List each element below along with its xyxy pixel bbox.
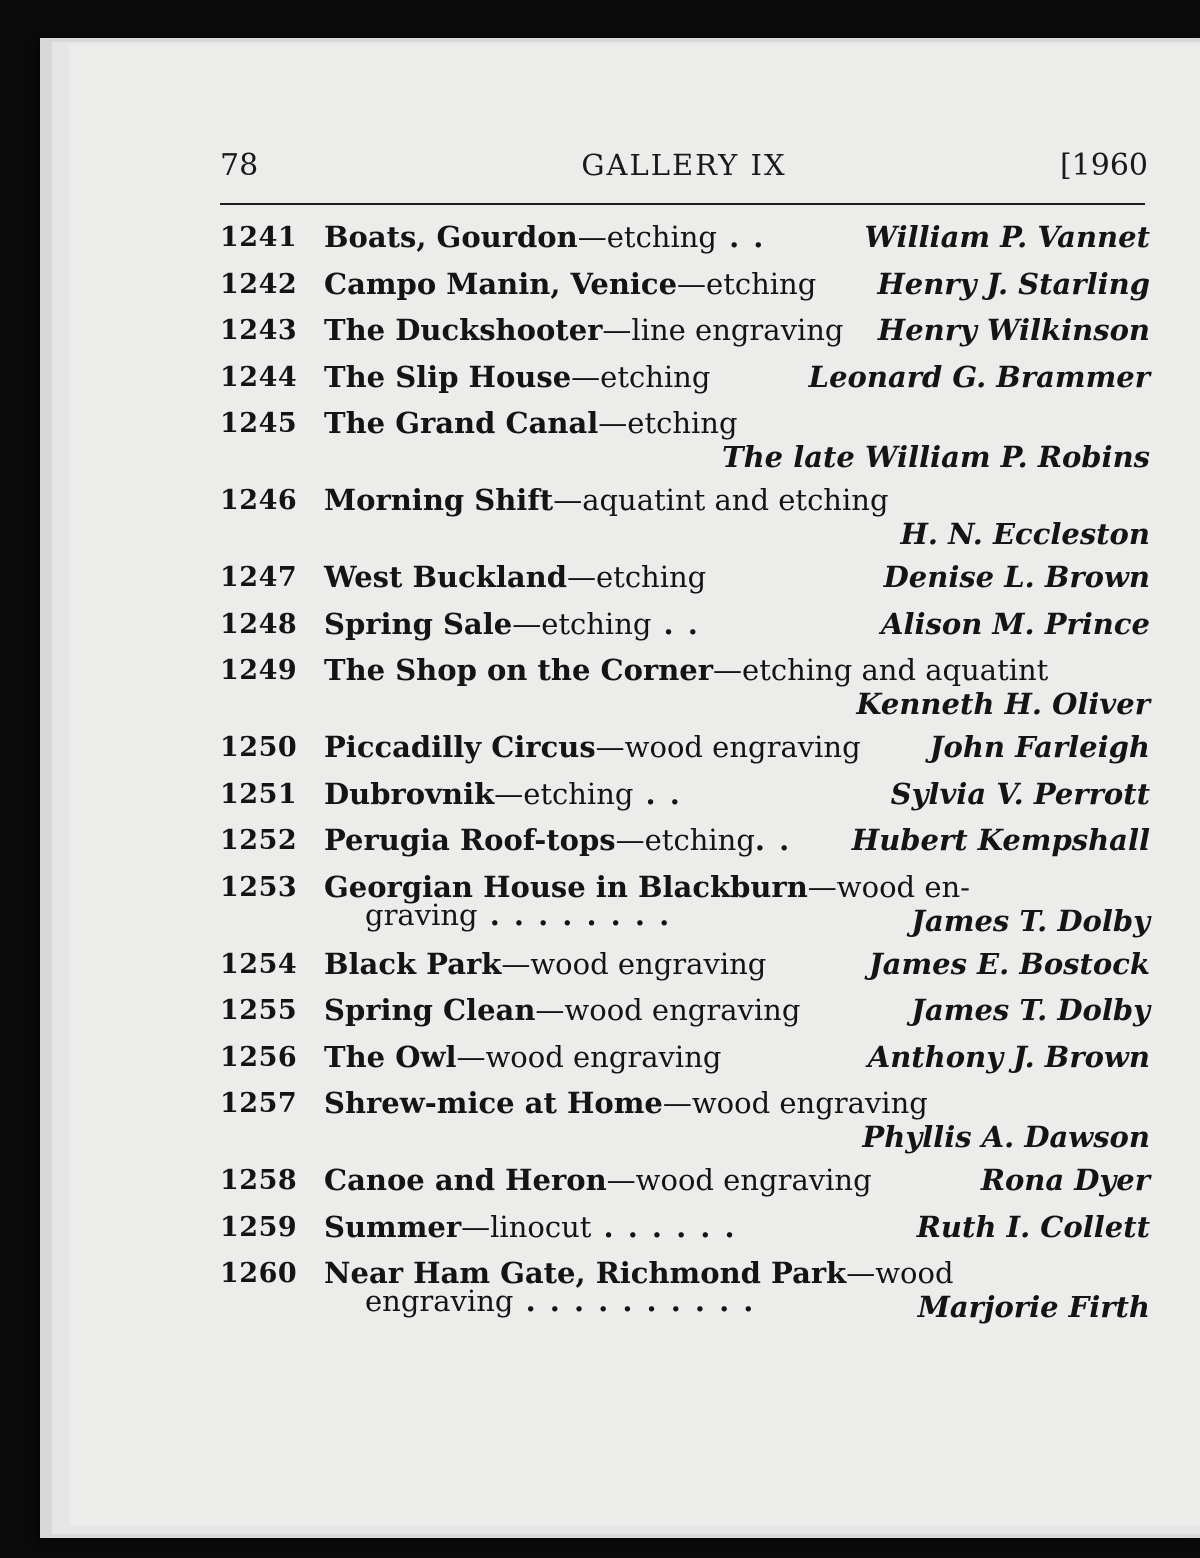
artist-name: Anthony J. Brown — [867, 1039, 1150, 1074]
work-medium: aquatint and etching — [582, 483, 889, 517]
catalogue-entry — [220, 477, 1150, 554]
work-title: Boats, Gourdon—etching . . — [324, 220, 766, 254]
work-title: Perugia Roof-tops—etching. . — [324, 823, 792, 857]
catalogue-number: 1254 — [220, 948, 298, 980]
artist-name: Ruth I. Collett — [916, 1209, 1150, 1244]
work-medium: wood engraving — [485, 1039, 722, 1074]
work-name: Canoe and Heron — [324, 1163, 607, 1197]
work-name: Dubrovnik — [324, 776, 495, 811]
catalogue-entry — [220, 1157, 1150, 1204]
artist-name: James T. Dolby — [911, 903, 1150, 938]
header-rule — [220, 203, 1145, 205]
leader-dots: . . . . . . . . — [477, 897, 672, 932]
catalogue-number: 1252 — [220, 825, 298, 856]
catalogue-entry — [220, 1250, 1150, 1327]
catalogue-entry — [220, 817, 1150, 864]
work-medium: wood engraving — [530, 946, 767, 981]
work-medium: etching — [644, 823, 755, 857]
catalogue-entry — [220, 1204, 1150, 1251]
work-title: The Duckshooter—line engraving — [324, 313, 844, 347]
catalogue-number: 1260 — [220, 1258, 298, 1289]
work-name: Near Ham Gate, Richmond Park — [324, 1256, 847, 1290]
work-medium: wood engraving — [564, 993, 801, 1027]
artist-name: The late William P. Robins — [721, 440, 1150, 474]
leader-dots: . . . . . . — [591, 1209, 737, 1244]
page-number: 78 — [220, 148, 259, 183]
work-name: Boats, Gourdon — [324, 220, 578, 254]
work-title: Piccadilly Circus—wood engraving — [324, 730, 861, 764]
work-name: The Owl — [324, 1039, 457, 1074]
catalogue-number: 1255 — [220, 995, 298, 1026]
work-medium: wood engraving — [691, 1086, 928, 1120]
artist-name: Sylvia V. Perrott — [890, 776, 1150, 811]
leader-dots: . . . . . . . . . . — [513, 1284, 756, 1318]
catalogue-entry — [220, 400, 1150, 477]
work-title: Georgian House in Blackburn—wood en- — [324, 869, 970, 904]
artist-name: Henry J. Starling — [877, 266, 1150, 301]
catalogue-number: 1259 — [220, 1211, 298, 1243]
work-medium: etching — [627, 406, 738, 440]
catalogue-number: 1258 — [220, 1165, 298, 1196]
work-name: Piccadilly Circus — [324, 730, 596, 764]
catalogue-entry — [220, 941, 1150, 988]
work-name: The Slip House — [324, 359, 572, 394]
leader-dots: . . — [633, 776, 682, 811]
catalogue-number: 1253 — [220, 871, 298, 903]
work-title: Black Park—wood engraving — [324, 946, 767, 981]
catalogue-number: 1243 — [220, 315, 298, 346]
work-name: West Buckland — [324, 560, 567, 594]
catalogue-number: 1247 — [220, 562, 298, 593]
work-medium: etching — [596, 560, 707, 594]
work-title: Spring Clean—wood engraving — [324, 993, 801, 1027]
work-title: The Slip House—etching — [324, 359, 711, 394]
leader-dots: . . — [717, 220, 766, 254]
work-name: Campo Manin, Venice — [324, 266, 678, 301]
work-name: Shrew-mice at Home — [324, 1086, 663, 1120]
work-medium: wood en- — [836, 869, 970, 904]
artist-name: Hubert Kempshall — [851, 823, 1150, 857]
gallery-title: GALLERY IX — [581, 148, 787, 182]
artist-name: James T. Dolby — [911, 993, 1150, 1027]
catalogue-number: 1256 — [220, 1041, 298, 1073]
catalogue-number: 1249 — [220, 655, 298, 686]
work-medium: etching — [541, 606, 652, 641]
work-name: The Shop on the Corner — [324, 653, 714, 687]
artist-name: Phyllis A. Dawson — [862, 1120, 1150, 1154]
work-name: Perugia Roof-tops — [324, 823, 616, 857]
work-title: West Buckland—etching — [324, 560, 707, 594]
catalogue-entry — [220, 354, 1150, 401]
leader-dots: . . — [651, 606, 700, 641]
artist-name: Leonard G. Brammer — [808, 359, 1150, 394]
catalogue-entry — [220, 601, 1150, 648]
catalogue-number: 1257 — [220, 1088, 298, 1119]
work-title: Dubrovnik—etching . . — [324, 776, 682, 811]
work-title: Canoe and Heron—wood engraving — [324, 1163, 872, 1197]
work-medium: linocut — [490, 1209, 592, 1244]
catalogue-entry — [220, 261, 1150, 308]
running-header — [220, 148, 1148, 188]
work-name: Morning Shift — [324, 483, 554, 517]
work-medium: etching — [706, 266, 817, 301]
work-medium: wood engraving — [624, 730, 861, 764]
catalogue-entry — [220, 554, 1150, 601]
work-name: Summer — [324, 1209, 462, 1244]
work-medium: line engraving — [631, 313, 844, 347]
artist-name: Alison M. Prince — [881, 606, 1150, 641]
work-name: Spring Clean — [324, 993, 536, 1027]
work-medium: etching — [606, 220, 718, 254]
medium-continuation: graving . . . . . . . . — [365, 897, 672, 932]
artist-name: Denise L. Brown — [883, 560, 1150, 594]
catalogue-entry — [220, 647, 1150, 724]
work-title: Campo Manin, Venice—etching — [324, 266, 817, 301]
work-title: Shrew-mice at Home—wood engraving — [324, 1086, 928, 1120]
work-name: Spring Sale — [324, 606, 513, 641]
artist-name: Rona Dyer — [980, 1163, 1150, 1197]
work-medium: etching and aquatint — [742, 653, 1049, 687]
year-bracket: [1960 — [1059, 148, 1148, 183]
work-title: Near Ham Gate, Richmond Park—wood — [324, 1256, 954, 1290]
work-name: Georgian House in Blackburn — [324, 869, 808, 904]
catalogue-number: 1246 — [220, 485, 298, 516]
catalogue-entry — [220, 724, 1150, 771]
work-title: The Shop on the Corner—etching and aquatint — [324, 653, 1049, 687]
artist-name: William P. Vannet — [864, 220, 1150, 254]
artist-name: Henry Wilkinson — [877, 313, 1150, 347]
catalogue-number: 1248 — [220, 608, 298, 640]
work-title: Summer—linocut . . . . . . — [324, 1209, 737, 1244]
work-title: The Owl—wood engraving — [324, 1039, 722, 1074]
work-title: The Grand Canal—etching — [324, 406, 738, 440]
artist-name: John Farleigh — [929, 730, 1150, 764]
catalogue-entry — [220, 771, 1150, 818]
work-name: The Duckshooter — [324, 313, 603, 347]
catalogue-number: 1242 — [220, 268, 298, 300]
catalogue-entry — [220, 1080, 1150, 1157]
work-medium: wood — [875, 1256, 954, 1290]
work-name: The Grand Canal — [324, 406, 599, 440]
work-medium: wood engraving — [635, 1163, 872, 1197]
artist-name: Marjorie Firth — [917, 1290, 1150, 1324]
catalogue-entry — [220, 214, 1150, 261]
catalogue-number: 1245 — [220, 408, 298, 439]
catalogue-entry — [220, 864, 1150, 941]
catalogue-entry — [220, 987, 1150, 1034]
work-title: Spring Sale—etching . . — [324, 606, 700, 641]
artist-name: Kenneth H. Oliver — [856, 687, 1150, 721]
medium-continuation: engraving . . . . . . . . . . — [365, 1284, 756, 1318]
artist-name: James E. Bostock — [868, 946, 1150, 981]
catalogue-entry — [220, 307, 1150, 354]
work-medium: etching — [600, 359, 711, 394]
work-name: Black Park — [324, 946, 502, 981]
catalogue-number: 1241 — [220, 222, 298, 253]
catalogue-number: 1250 — [220, 732, 298, 763]
catalogue-entries — [220, 214, 1150, 1327]
artist-name: H. N. Eccleston — [900, 517, 1150, 551]
leader-dots: . . — [754, 823, 792, 857]
catalogue-entry — [220, 1034, 1150, 1081]
work-title: Morning Shift—aquatint and etching — [324, 483, 889, 517]
catalogue-number: 1244 — [220, 361, 298, 393]
work-medium: etching — [523, 776, 634, 811]
catalogue-number: 1251 — [220, 778, 298, 810]
